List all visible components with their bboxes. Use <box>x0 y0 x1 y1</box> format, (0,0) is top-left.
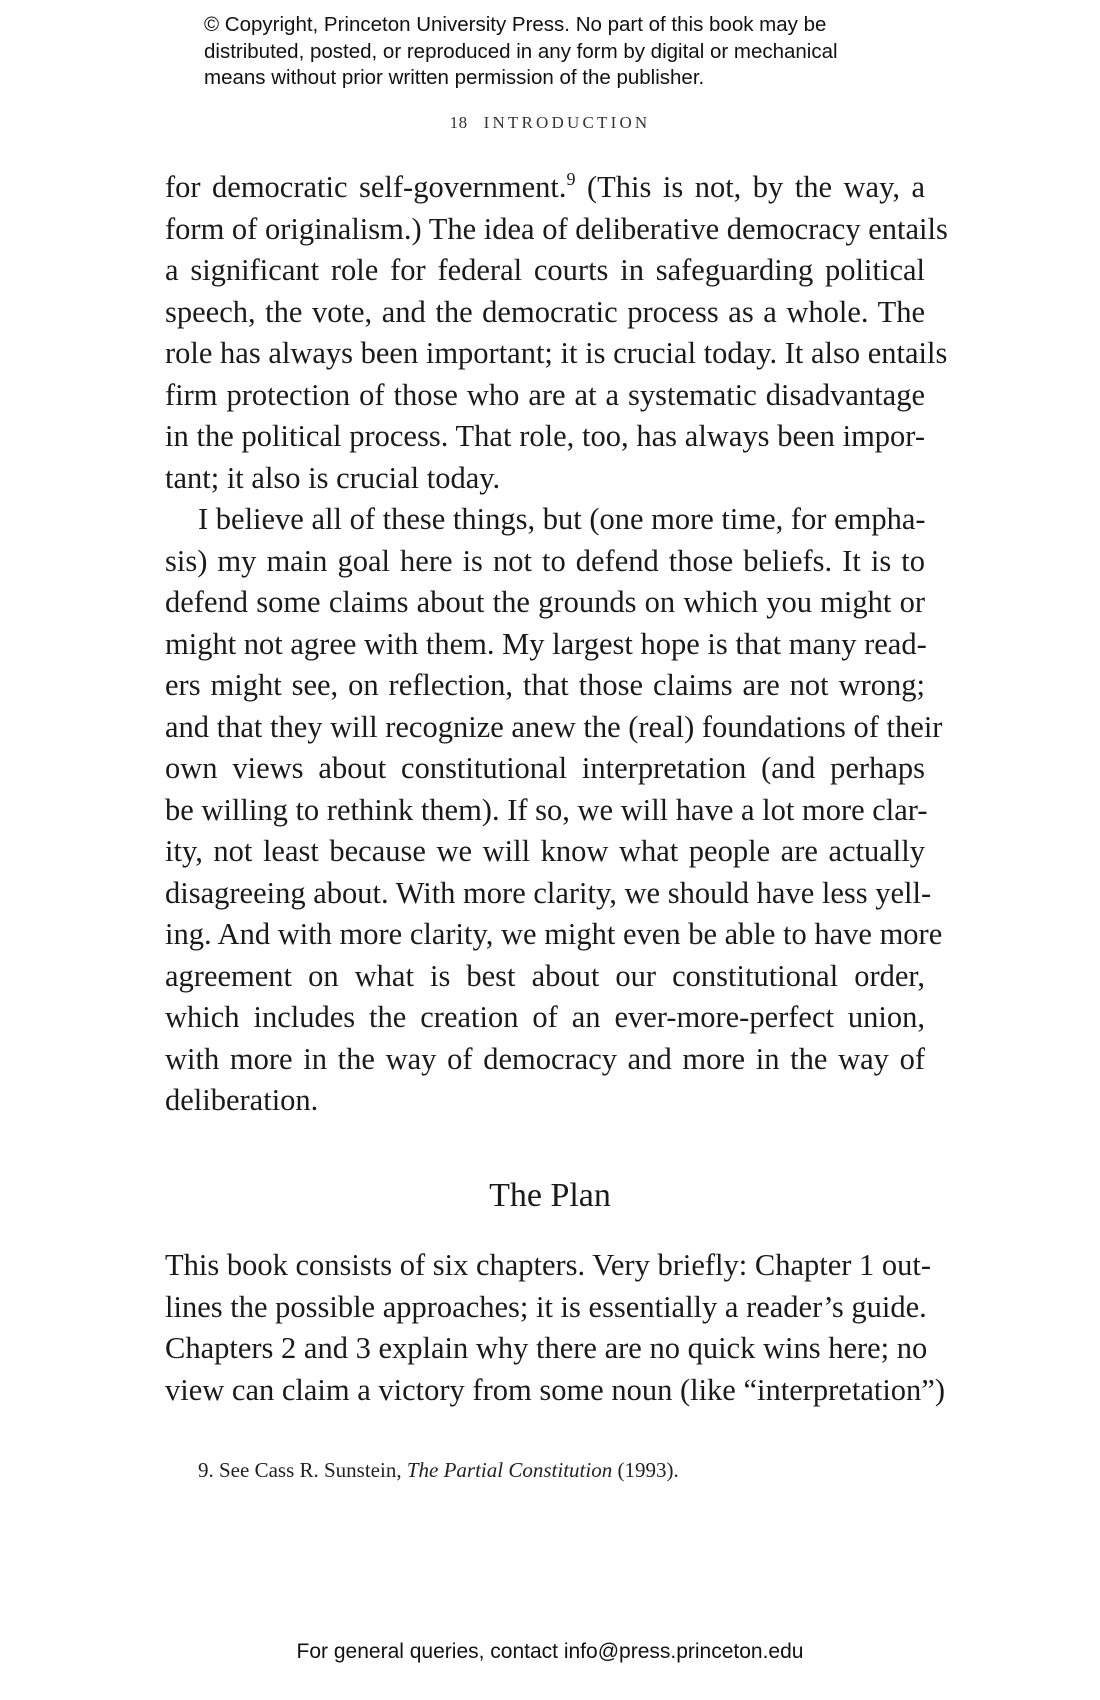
paragraph <box>165 499 943 1122</box>
copyright-line: © Copyright, Princeton University Press. No part of this book may be <box>204 13 827 36</box>
copyright-notice <box>204 12 924 92</box>
text-line: lines the possible approaches; it is essentially a reader’s guide. <box>165 1289 927 1324</box>
text-line: with more in the way of democracy and more in the way of <box>165 1041 925 1076</box>
body-text <box>165 167 948 1122</box>
text-line: deliberation. <box>165 1083 319 1117</box>
text-line: ing. And with more clarity, we might even be able to have more <box>165 917 943 951</box>
text-line: firm protection of those who are at a systematic disadvantage <box>165 377 925 412</box>
text-line: This book consists of six chapters. Very briefly: Chapter 1 out- <box>165 1248 932 1282</box>
paragraph <box>165 167 948 499</box>
footnote-suffix: (1993). <box>612 1458 679 1482</box>
footnote-prefix: 9. See Cass R. Sunstein, <box>198 1458 407 1482</box>
text-line <box>165 167 925 209</box>
running-head-section: INTRODUCTION <box>483 113 651 132</box>
text-line: I believe all of these things, but (one more time, for empha- <box>198 502 926 536</box>
text-segment: (This is not, by the way, a <box>575 170 925 204</box>
text-line: ers might see, on reflection, that those claims are not wrong; <box>165 668 925 702</box>
footnote-book-title: The Partial Constitution <box>406 1458 613 1482</box>
paragraph <box>165 1245 945 1411</box>
copyright-line: distributed, posted, or reproduced in any form by digital or mechanical <box>204 39 838 63</box>
text-line: be willing to rethink them). If so, we will have a lot more clar- <box>165 792 928 827</box>
text-line: which includes the creation of an ever-more-perfect union, <box>165 1000 925 1034</box>
text-line: speech, the vote, and the democratic process as a whole. The <box>165 294 925 329</box>
text-line: Chapters 2 and 3 explain why there are no quick wins here; no <box>165 1331 928 1365</box>
text-line: view can claim a victory from some noun (like “interpretation”) <box>165 1372 945 1407</box>
section-heading: The Plan <box>489 1177 611 1214</box>
text-line: form of originalism.) The idea of deliberative democracy entails <box>165 211 948 246</box>
text-segment: for democratic self-government. <box>165 170 567 204</box>
text-line: and that they will recognize anew the (real) foundations of their <box>165 709 943 744</box>
text-line: might not agree with them. My largest hope is that many read- <box>165 626 927 661</box>
text-line: tant; it also is crucial today. <box>165 460 501 495</box>
text-line: ity, not least because we will know what people are actually <box>165 834 925 868</box>
page-number: 18 <box>449 113 468 132</box>
copyright-line: means without prior written permission of the publisher. <box>204 66 705 89</box>
text-line: disagreeing about. With more clarity, we should have less yell- <box>165 875 932 910</box>
footnote <box>198 1458 679 1483</box>
text-line: defend some claims about the grounds on which you might or <box>165 585 925 619</box>
text-line: agreement on what is best about our constitutional order, <box>165 958 925 993</box>
text-line: sis) my main goal here is not to defend those beliefs. It is to <box>165 543 925 578</box>
text-line: a significant role for federal courts in safeguarding political <box>165 253 925 287</box>
running-head <box>0 113 1100 133</box>
footnote-reference[interactable]: 9 <box>566 169 576 189</box>
footer-contact: For general queries, contact info@press.princeton.edu <box>296 1640 804 1663</box>
body-text <box>165 1245 945 1411</box>
text-line: role has always been important; it is crucial today. It also entails <box>165 336 948 370</box>
text-line: own views about constitutional interpretation (and perhaps <box>165 751 925 785</box>
text-line: in the political process. That role, too, has always been impor- <box>165 419 925 453</box>
